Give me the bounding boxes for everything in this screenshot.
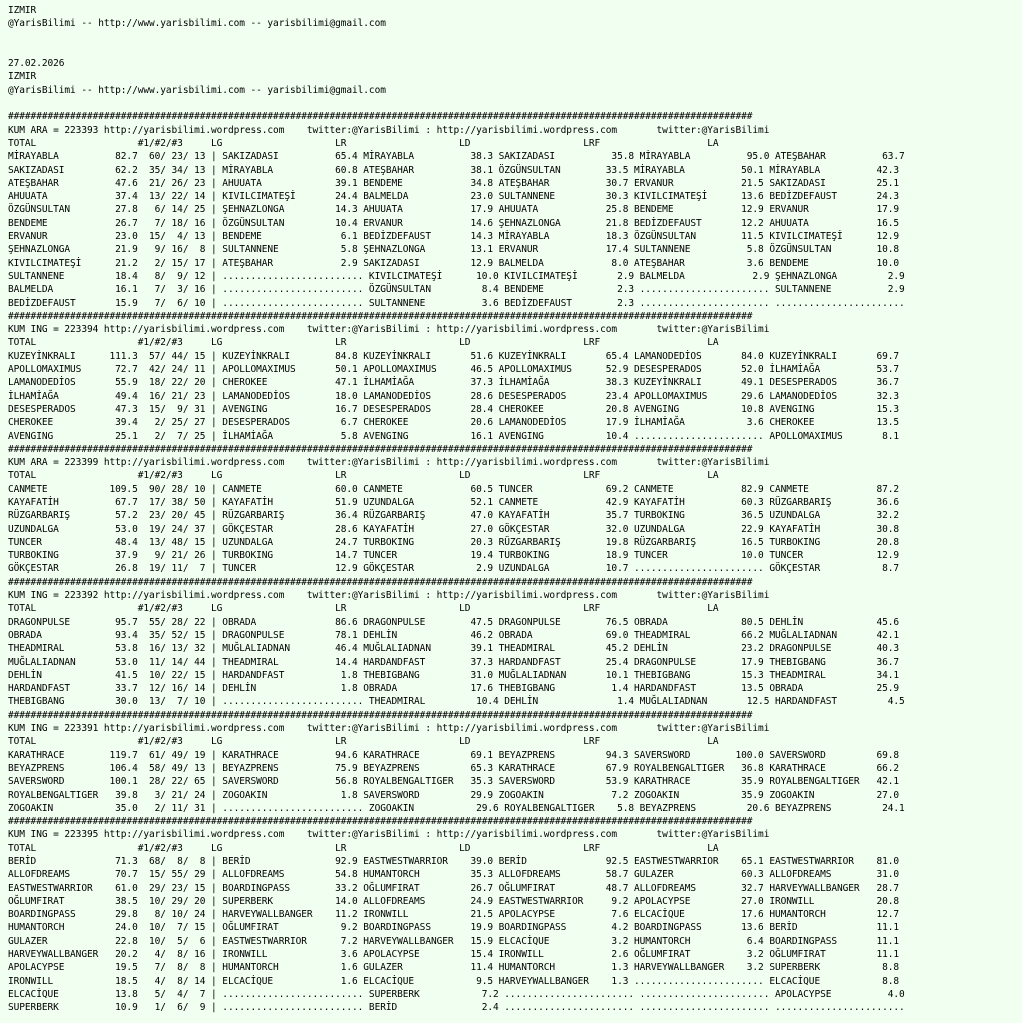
report-line: THEADMIRAL 53.8 16/ 13/ 32 | MUĞLALIADNAN 46.4 MUĞLALIADNAN 39.1 THEADMIRAL 45.2 DEHLİN 23.2 DRAGONPULSE 40.3 [8, 643, 900, 655]
column-header: TOTAL #1/#2/#3 LG LR LD LRF LA [8, 470, 719, 482]
section-separator: #################################################################################################################################### [8, 816, 753, 828]
report-line: SAKIZADASI 62.2 35/ 34/ 13 | MİRAYABLA 60.8 ATEŞBAHAR 38.1 ÖZGÜNSULTAN 33.5 MİRAYABLA 50.1 MİRAYABLA 42.3 [8, 164, 900, 176]
report-line: KIVILCIMATEŞİ 21.2 2/ 15/ 17 | ATEŞBAHAR 2.9 SAKIZADASI 12.9 BALMELDA 8.0 ATEŞBAHAR 3.6 BENDEME 10.0 [8, 257, 900, 269]
race-header: KUM ING = 223391 http://yarisbilimi.wordpress.com twitter:@YarisBilimi : http://yarisbilimi.wordpress.com twitter:@YarisBilimi [8, 723, 770, 735]
race-header: KUM ING = 223394 http://yarisbilimi.wordpress.com twitter:@YarisBilimi : http://yarisbilimi.wordpress.com twitter:@YarisBilimi [8, 324, 770, 336]
section-separator: #################################################################################################################################### [8, 310, 753, 322]
report-line: BENDEME 26.7 7/ 18/ 16 | ÖZGÜNSULTAN 10.4 ERVANUR 14.6 ŞEHNAZLONGA 21.8 BEDİZDEFAUST 12.2 AHUUATA 16.5 [8, 217, 900, 229]
section-separator: #################################################################################################################################### [8, 111, 753, 123]
race-header: KUM ING = 223395 http://yarisbilimi.wordpress.com twitter:@YarisBilimi : http://yarisbilimi.wordpress.com twitter:@YarisBilimi [8, 829, 770, 841]
report-line: İLHAMİAĞA 49.4 16/ 21/ 23 | LAMANODEDİOS 18.0 LAMANODEDİOS 28.6 DESESPERADOS 23.4 APOLLOMAXIMUS 29.6 LAMANODEDİOS 32.3 [8, 390, 900, 402]
report-line: BOARDINGPASS 29.8 8/ 10/ 24 | HARVEYWALLBANGER 11.2 IRONWILL 21.5 APOLACYPSE 7.6 ELCACİQUE 17.6 HUMANTORCH 12.7 [8, 909, 900, 921]
report-line: THEBIGBANG 30.0 13/ 7/ 10 | ......................... THEADMIRAL 10.4 DEHLİN 1.4 MUĞLALIADNAN 12.5 HARDANDFAST 4.5 [8, 696, 905, 708]
report-line: BEDİZDEFAUST 15.9 7/ 6/ 10 | ......................... SULTANNENE 3.6 BEDİZDEFAUST 2.3 ....................... ....................... [8, 297, 905, 309]
report-line: TURBOKING 37.9 9/ 21/ 26 | TURBOKING 14.7 TUNCER 19.4 TURBOKING 18.9 TUNCER 10.0 TUNCER 12.9 [8, 550, 900, 562]
report-line: EASTWESTWARRIOR 61.0 29/ 23/ 15 | BOARDINGPASS 33.2 OĞLUMFIRAT 26.7 OĞLUMFIRAT 48.7 ALLOFDREAMS 32.7 HARVEYWALLBANGER 28.7 [8, 882, 900, 894]
report-line: CANMETE 109.5 90/ 28/ 10 | CANMETE 60.0 CANMETE 60.5 TUNCER 69.2 CANMETE 82.9 CANMETE 87.2 [8, 483, 900, 495]
report-line: KAYAFATİH 67.7 17/ 38/ 50 | KAYAFATİH 51.9 UZUNDALGA 52.1 CANMETE 42.9 KAYAFATİH 60.3 RÜZGARBARIŞ 36.6 [8, 496, 900, 508]
column-header: TOTAL #1/#2/#3 LG LR LD LRF LA [8, 337, 719, 349]
section-separator: #################################################################################################################################### [8, 443, 753, 455]
report-line: APOLACYPSE 19.5 7/ 8/ 8 | HUMANTORCH 1.6 GULAZER 11.4 HUMANTORCH 1.3 HARVEYWALLBANGER 3.2 SUPERBERK 8.8 [8, 962, 900, 974]
race-header: KUM ING = 223392 http://yarisbilimi.wordpress.com twitter:@YarisBilimi : http://yarisbilimi.wordpress.com twitter:@YarisBilimi [8, 590, 770, 602]
report-line: DESESPERADOS 47.3 15/ 9/ 31 | AVENGING 16.7 DESESPERADOS 28.4 CHEROKEE 20.8 AVENGING 10.8 AVENGING 15.3 [8, 403, 900, 415]
report-line: GÖKÇESTAR 26.8 19/ 11/ 7 | TUNCER 12.9 GÖKÇESTAR 2.9 UZUNDALGA 10.7 ....................... GÖKÇESTAR 8.7 [8, 563, 900, 575]
report-line: DEHLİN 41.5 10/ 22/ 15 | HARDANDFAST 1.8 THEBIGBANG 31.0 MUĞLALIADNAN 10.1 THEBIGBANG 15.3 THEADMIRAL 34.1 [8, 669, 900, 681]
report-line: IZMIR [8, 5, 37, 16]
report-line: GULAZER 22.8 10/ 5/ 6 | EASTWESTWARRIOR 7.2 HARVEYWALLBANGER 15.9 ELCACİQUE 3.2 HUMANTORCH 6.4 BOARDINGPASS 11.1 [8, 935, 900, 947]
report-line: BEYAZPRENS 106.4 58/ 49/ 13 | BEYAZPRENS 75.9 BEYAZPRENS 65.3 KARATHRACE 67.9 ROYALBENGALTIGER 36.8 KARATHRACE 66.2 [8, 762, 900, 774]
report-line: 27.02.2026 [8, 58, 65, 70]
report-line: ERVANUR 23.0 15/ 4/ 13 | BENDEME 6.1 BEDİZDEFAUST 14.3 MİRAYABLA 18.3 ÖZGÜNSULTAN 11.5 KIVILCIMATEŞİ 12.9 [8, 231, 900, 243]
report-line: ŞEHNAZLONGA 21.9 9/ 16/ 8 | SULTANNENE 5.8 ŞEHNAZLONGA 13.1 ERVANUR 17.4 SULTANNENE 5.8 ÖZGÜNSULTAN 10.8 [8, 244, 900, 256]
report-line: @YarisBilimi -- http://www.yarisbilimi.com -- yarisbilimi@gmail.com [8, 18, 386, 30]
report-line: ALLOFDREAMS 70.7 15/ 55/ 29 | ALLOFDREAMS 54.8 HUMANTORCH 35.3 ALLOFDREAMS 58.7 GULAZER 60.3 ALLOFDREAMS 31.0 [8, 869, 900, 881]
report-line: TUNCER 48.4 13/ 48/ 15 | UZUNDALGA 24.7 TURBOKING 20.3 RÜZGARBARIŞ 19.8 RÜZGARBARIŞ 16.5 TURBOKING 20.8 [8, 536, 900, 548]
report-line: AVENGING 25.1 2/ 7/ 25 | İLHAMİAĞA 5.8 AVENGING 16.1 AVENGING 10.4 ....................... APOLLOMAXIMUS 8.1 [8, 430, 900, 442]
report-line: AHUUATA 37.4 13/ 22/ 14 | KIVILCIMATEŞİ 24.4 BALMELDA 23.0 SULTANNENE 30.3 KIVILCIMATEŞİ 13.6 BEDİZDEFAUST 24.3 [8, 191, 900, 203]
report-line: MUĞLALIADNAN 53.0 11/ 14/ 44 | THEADMIRAL 14.4 HARDANDFAST 37.3 HARDANDFAST 25.4 DRAGONPULSE 17.9 THEBIGBANG 36.7 [8, 656, 900, 668]
report-line: HARDANDFAST 33.7 12/ 16/ 14 | DEHLİN 1.8 OBRADA 17.6 THEBIGBANG 1.4 HARDANDFAST 13.5 OBRADA 25.9 [8, 683, 900, 695]
report-line: IRONWILL 18.5 4/ 8/ 14 | ELCACİQUE 1.6 ELCACİQUE 9.5 HARVEYWALLBANGER 1.3 ....................... ELCACİQUE 8.8 [8, 975, 900, 987]
report-line: OBRADA 93.4 35/ 52/ 15 | DRAGONPULSE 78.1 DEHLİN 46.2 OBRADA 69.0 THEADMIRAL 66.2 MUĞLALIADNAN 42.1 [8, 629, 900, 641]
report-line: ROYALBENGALTIGER 39.8 3/ 21/ 24 | ZOGOAKIN 1.8 SAVERSWORD 29.9 ZOGOAKIN 7.2 ZOGOAKIN 35.9 ZOGOAKIN 27.0 [8, 789, 900, 801]
column-header: TOTAL #1/#2/#3 LG LR LD LRF LA [8, 736, 719, 748]
report-line: CHEROKEE 39.4 2/ 25/ 27 | DESESPERADOS 6.7 CHEROKEE 20.6 LAMANODEDİOS 17.9 İLHAMİAĞA 3.6 CHEROKEE 13.5 [8, 417, 900, 429]
blank-line [8, 44, 1022, 57]
report-line: RÜZGARBARIŞ 57.2 23/ 20/ 45 | RÜZGARBARIŞ 36.4 RÜZGARBARIŞ 47.0 KAYAFATİH 35.7 TURBOKING 36.5 UZUNDALGA 32.2 [8, 510, 900, 522]
report-line: SULTANNENE 18.4 8/ 9/ 12 | ......................... KIVILCIMATEŞİ 10.0 KIVILCIMATEŞİ 2.9 BALMELDA 2.9 ŞEHNAZLONGA 2.9 [8, 270, 905, 282]
report-line: ÖZGÜNSULTAN 27.8 6/ 14/ 25 | ŞEHNAZLONGA 14.3 AHUUATA 17.9 AHUUATA 25.8 BENDEME 12.9 ERVANUR 17.9 [8, 204, 900, 216]
blank-line [8, 97, 1022, 110]
report-line: KARATHRACE 119.7 61/ 49/ 19 | KARATHRACE 94.6 KARATHRACE 69.1 BEYAZPRENS 94.3 SAVERSWORD 100.0 SAVERSWORD 69.8 [8, 749, 900, 761]
section-separator: #################################################################################################################################### [8, 576, 753, 588]
column-header: TOTAL #1/#2/#3 LG LR LD LRF LA [8, 603, 719, 615]
report-line: HUMANTORCH 24.0 10/ 7/ 15 | OĞLUMFIRAT 9.2 BOARDINGPASS 19.9 BOARDINGPASS 4.2 BOARDINGPASS 13.6 BERİD 11.1 [8, 922, 900, 934]
race-header: KUM ARA = 223393 http://yarisbilimi.wordpress.com twitter:@YarisBilimi : http://yarisbilimi.wordpress.com twitter:@YarisBilimi [8, 124, 770, 136]
report-line: BERİD 71.3 68/ 8/ 8 | BERİD 92.9 EASTWESTWARRIOR 39.0 BERİD 92.5 EASTWESTWARRIOR 65.1 EASTWESTWARRIOR 81.0 [8, 856, 900, 867]
report-line: MİRAYABLA 82.7 60/ 23/ 13 | SAKIZADASI 65.4 MİRAYABLA 38.3 SAKIZADASI 35.8 MİRAYABLA 95.0 ATEŞBAHAR 63.7 [8, 151, 905, 163]
column-header: TOTAL #1/#2/#3 LG LR LD LRF LA [8, 137, 719, 149]
column-header: TOTAL #1/#2/#3 LG LR LD LRF LA [8, 842, 719, 854]
report-line: BALMELDA 16.1 7/ 3/ 16 | ......................... ÖZGÜNSULTAN 8.4 BENDEME 2.3 ....................... SULTANNENE 2.9 [8, 284, 905, 296]
report-line: ELCACİQUE 13.8 5/ 4/ 7 | ......................... SUPERBERK 7.2 ....................... ....................... APOLACYPSE 4.0 [8, 988, 905, 1000]
report-line: ZOGOAKIN 35.0 2/ 11/ 31 | ......................... ZOGOAKIN 29.6 ROYALBENGALTIGER 5.8 BEYAZPRENS 20.6 BEYAZPRENS 24.1 [8, 802, 905, 814]
report-line: KUZEYİNKRALI 111.3 57/ 44/ 15 | KUZEYİNKRALI 84.8 KUZEYİNKRALI 51.6 KUZEYİNKRALI 65.4 LAMANODEDİOS 84.0 KUZEYİNKRALI 69.7 [8, 350, 900, 362]
race-header: KUM ARA = 223399 http://yarisbilimi.wordpress.com twitter:@YarisBilimi : http://yarisbilimi.wordpress.com twitter:@YarisBilimi [8, 457, 770, 469]
report-line: UZUNDALGA 53.0 19/ 24/ 37 | GÖKÇESTAR 28.6 KAYAFATİH 27.0 GÖKÇESTAR 32.0 UZUNDALGA 22.9 KAYAFATİH 30.8 [8, 523, 900, 535]
report-line: @YarisBilimi -- http://www.yarisbilimi.com -- yarisbilimi@gmail.com [8, 84, 386, 96]
report-line: ATEŞBAHAR 47.6 21/ 26/ 23 | AHUUATA 39.1 BENDEME 34.8 ATEŞBAHAR 30.7 ERVANUR 21.5 SAKIZADASI 25.1 [8, 177, 900, 189]
report-line: HARVEYWALLBANGER 20.2 4/ 8/ 16 | IRONWILL 3.6 APOLACYPSE 15.4 IRONWILL 2.6 OĞLUMFIRAT 3.2 OĞLUMFIRAT 11.1 [8, 949, 900, 961]
report-line: LAMANODEDİOS 55.9 18/ 22/ 20 | CHEROKEE 47.1 İLHAMİAĞA 37.3 İLHAMİAĞA 38.3 KUZEYİNKRALI 49.1 DESESPERADOS 36.7 [8, 377, 900, 389]
report-line: SAVERSWORD 100.1 28/ 22/ 65 | SAVERSWORD 56.8 ROYALBENGALTIGER 35.3 SAVERSWORD 53.9 KARATHRACE 35.9 ROYALBENGALTIGER 42.1 [8, 776, 900, 788]
report-line: DRAGONPULSE 95.7 55/ 28/ 22 | OBRADA 86.6 DRAGONPULSE 47.5 DRAGONPULSE 76.5 OBRADA 80.5 DEHLİN 45.6 [8, 616, 900, 628]
blank-line [8, 31, 1022, 44]
section-separator: #################################################################################################################################### [8, 709, 753, 721]
report-line: APOLLOMAXIMUS 72.7 42/ 24/ 11 | APOLLOMAXIMUS 50.1 APOLLOMAXIMUS 46.5 APOLLOMAXIMUS 52.9 DESESPERADOS 52.0 İLHAMİAĞA 53.7 [8, 364, 900, 376]
report-line: SUPERBERK 10.9 1/ 6/ 9 | ......................... BERİD 2.4 ....................... ....................... ....................... [8, 1002, 905, 1014]
report-line: OĞLUMFIRAT 38.5 10/ 29/ 20 | SUPERBERK 14.0 ALLOFDREAMS 24.9 EASTWESTWARRIOR 9.2 APOLACYPSE 27.0 IRONWILL 20.8 [8, 895, 900, 907]
report-line: IZMIR [8, 71, 37, 83]
